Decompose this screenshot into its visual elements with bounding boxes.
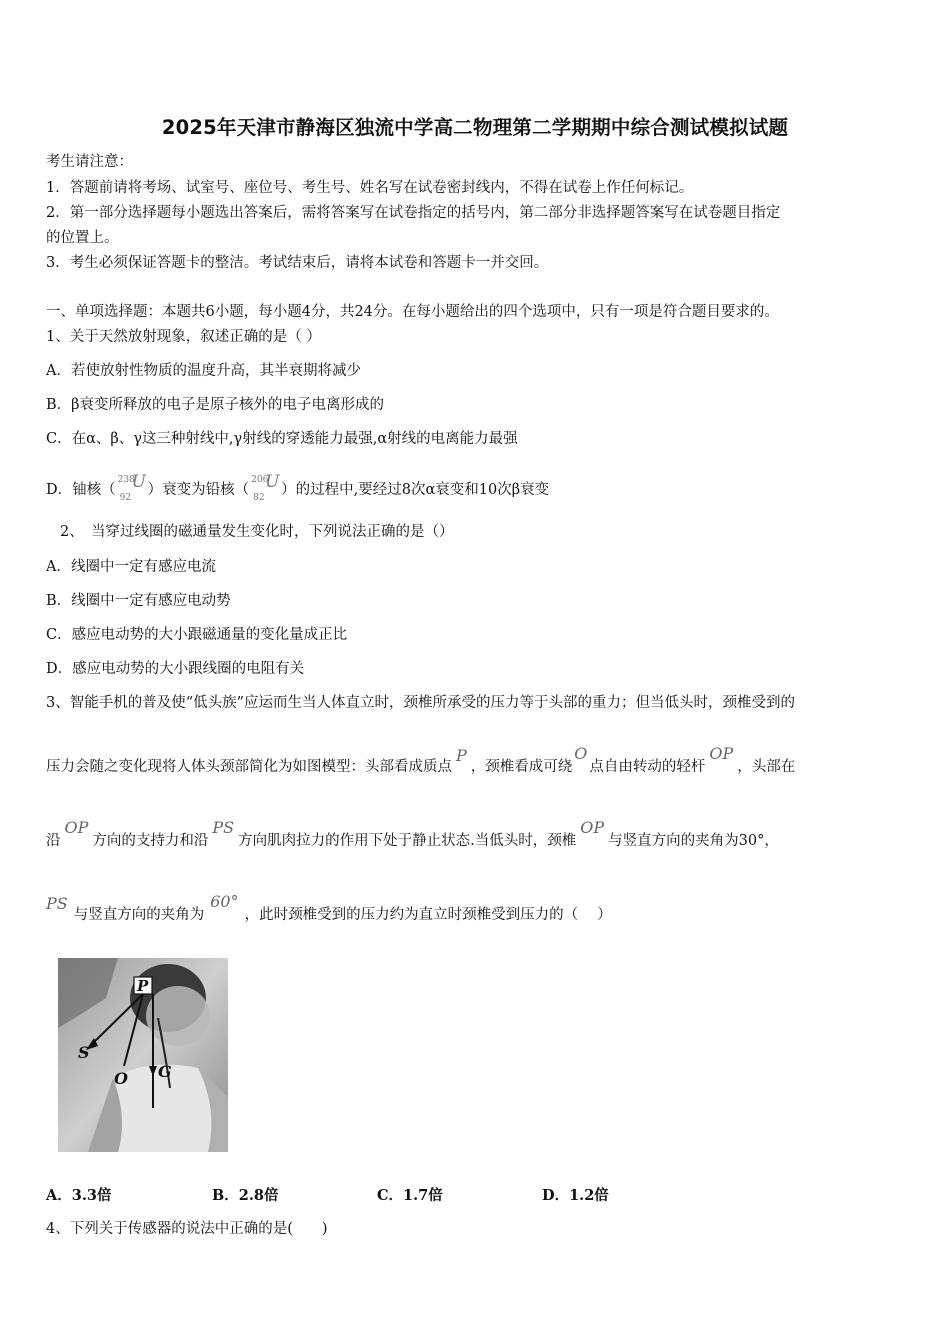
label-p: P [137, 977, 149, 995]
math-p: P [456, 746, 467, 765]
u206-mass: 206 [251, 475, 269, 485]
q3-l4-text-b: ，此时颈椎受到的压力约为直立时颈椎受到压力的（ ） [244, 907, 612, 923]
notice-item-1: 1．答题前请将考场、试室号、座位号、考生号、姓名写在试卷密封线内，不得在试卷上作任何标记。 [46, 180, 694, 196]
u238-atomic: 92 [119, 493, 132, 503]
q3-l3-text-d: 与竖直方向的夹角为30°， [608, 833, 779, 849]
math-o: O [574, 744, 588, 763]
head-face [146, 986, 210, 1046]
q3-line-3 [46, 818, 906, 851]
lead-206-nuclide [249, 472, 281, 504]
math-60deg: 60° [210, 892, 239, 911]
q4-stem: 4、下列关于传感器的说法中正确的是( ) [46, 1221, 328, 1237]
q2-option-a: A．线圈中一定有感应电流 [46, 559, 216, 575]
q1-option-a: A．若使放射性物质的温度升高，其半衰期将减少 [46, 363, 361, 379]
uranium-238-nuclide [116, 472, 148, 504]
q2-stem: 2、 当穿过线圈的磁通量发生变化时，下列说法正确的是（） [60, 524, 454, 540]
math-ps: PS [212, 818, 235, 837]
u206-symbol: U [265, 472, 280, 492]
u238-mass: 238 [117, 475, 135, 485]
math-op-2: OP [64, 818, 89, 837]
q1-option-c: C．在α、β、γ这三种射线中,γ射线的穿透能力最强,α射线的电离能力最强 [46, 431, 518, 447]
q3-line-1: 3、智能手机的普及使“低头族”应运而生当人体直立时，颈椎所承受的压力等于头部的重力；但当低头时，颈椎受到的 [46, 695, 796, 711]
q1-d-prefix: D．铀核（ [46, 482, 116, 498]
q1-option-b: B．β衰变所释放的电子是原子核外的电子电离形成的 [46, 397, 385, 413]
section-heading: 一、单项选择题：本题共6小题，每小题4分，共24分。在每小题给出的四个选项中，只有一项是符合题目要求的。 [46, 304, 779, 320]
q3-l3-text-a: 沿 [46, 833, 61, 849]
q1-d-suffix: ）的过程中,要经过8次α衰变和10次β衰变 [281, 482, 550, 498]
u206-atomic: 82 [253, 493, 265, 503]
q3-option-d: D．1.2倍 [542, 1187, 609, 1204]
q2-option-c: C．感应电动势的大小跟磁通量的变化量成正比 [46, 627, 348, 643]
u238-symbol: U [131, 472, 146, 492]
notice-item-3: 3．考生必须保证答题卡的整洁。考试结束后，请将本试卷和答题卡一并交回。 [46, 255, 549, 271]
label-s: S [78, 1043, 90, 1062]
q3-l2-text-a: 压力会随之变化现将人体头颈部简化为如图模型：头部看成质点 [46, 759, 452, 775]
q3-option-c: C．1.7倍 [377, 1187, 443, 1204]
notice-heading: 考生请注意： [46, 154, 133, 170]
q3-l2-text-c: 点自由转动的轻杆 [589, 759, 706, 775]
label-o: O [114, 1069, 128, 1088]
notice-item-2: 2．第一部分选择题每小题选出答案后，需将答案写在试卷指定的括号内，第二部分非选择题答案写在试卷题目指定 [46, 205, 781, 221]
q3-line-2 [46, 744, 906, 777]
notice-item-2-cont: 的位置上。 [46, 230, 119, 246]
q3-option-a: A．3.3倍 [46, 1187, 112, 1204]
q1-option-d [46, 472, 906, 504]
math-ps-2: PS [46, 894, 68, 913]
q3-line-4 [46, 892, 906, 925]
q2-option-b: B．线圈中一定有感应电动势 [46, 593, 231, 609]
math-op: OP [709, 744, 734, 763]
q1-stem: 1、关于天然放射现象，叙述正确的是（ ） [46, 329, 321, 345]
q3-l2-text-b: ，颈椎看成可绕 [470, 759, 573, 775]
q3-l2-text-d: ，头部在 [737, 759, 796, 775]
q3-option-b: B．2.8倍 [212, 1187, 279, 1204]
q3-l3-text-b: 方向的支持力和沿 [92, 833, 209, 849]
q1-d-middle: ）衰变为铅核（ [147, 482, 250, 498]
neck-model-figure [58, 958, 228, 1152]
q3-l4-text-a: 与竖直方向的夹角为 [73, 907, 205, 923]
label-g: G [158, 1062, 172, 1081]
q3-l3-text-c: 方向肌肉拉力的作用下处于静止状态.当低头时，颈椎 [238, 833, 577, 849]
q2-option-d: D．感应电动势的大小跟线圈的电阻有关 [46, 661, 305, 677]
math-op-3: OP [580, 818, 605, 837]
page-title: 2025年天津市静海区独流中学高二物理第二学期期中综合测试模拟试题 [161, 116, 789, 139]
